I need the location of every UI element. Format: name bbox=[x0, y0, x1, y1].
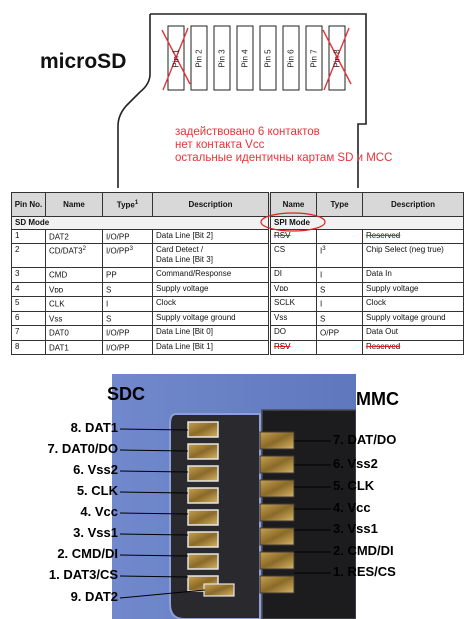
header-pin-no: Pin No. bbox=[12, 193, 46, 217]
sdc-pin-label: 2. CMD/DI bbox=[57, 546, 118, 561]
pin-label: Pin 4 bbox=[240, 48, 250, 68]
cell-pin: 3 bbox=[12, 268, 46, 283]
header-spi-type: Type bbox=[317, 193, 363, 217]
note-line: нет контакта Vcc bbox=[175, 139, 265, 151]
mode-row bbox=[12, 217, 464, 230]
cell-name: $CD/DAT3^2$ bbox=[46, 244, 103, 268]
cell-pin: 8 bbox=[12, 340, 46, 355]
sdc-pin-label: 7. DAT0/DO bbox=[47, 441, 118, 456]
sdc-pin-label: 4. Vcc bbox=[80, 504, 118, 519]
cell-spi-type: O/PP bbox=[317, 326, 363, 341]
mmc-title: MMC bbox=[356, 389, 399, 409]
sd-mmc-cards-image bbox=[112, 374, 356, 619]
cell-type: S bbox=[103, 311, 153, 326]
header-type: Type$^1$ bbox=[103, 193, 153, 217]
pin-label: Pin 5 bbox=[263, 48, 273, 68]
cell-type: I/O/PP bbox=[103, 229, 153, 244]
mmc-pin-label: 5. CLK bbox=[333, 478, 375, 493]
mmc-pin-label: 2. CMD/DI bbox=[333, 543, 394, 558]
sd-mmc-photo bbox=[112, 374, 356, 619]
header-description: Description bbox=[153, 193, 270, 217]
cell-description: Clock bbox=[153, 297, 270, 312]
cell-name: DAT2 bbox=[46, 229, 103, 244]
cell-description: Data Line [Bit 2] bbox=[153, 229, 270, 244]
sdc-pin-label: 5. CLK bbox=[76, 483, 118, 498]
sdc-pin-label: 9. DAT2 bbox=[70, 589, 118, 604]
table-header-row bbox=[12, 193, 464, 217]
cell-name: DAT0 bbox=[46, 326, 103, 341]
cell-spi-description: Supply voltage ground bbox=[363, 311, 464, 326]
cell-name: CMD bbox=[46, 268, 103, 283]
cell-name: CLK bbox=[46, 297, 103, 312]
cell-spi-name: CS bbox=[270, 244, 317, 268]
cell-spi-description: Clock bbox=[363, 297, 464, 312]
cell-type: S bbox=[103, 282, 153, 297]
table-row bbox=[12, 268, 464, 283]
cell-description: Supply voltage bbox=[153, 282, 270, 297]
microsd-pinout bbox=[0, 0, 474, 188]
mmc-pin-label: 1. RES/CS bbox=[333, 564, 396, 579]
cell-spi-description: Reserved bbox=[363, 340, 464, 355]
cell-pin: 6 bbox=[12, 311, 46, 326]
mmc-contact bbox=[260, 528, 294, 545]
cell-spi-name: SCLK bbox=[270, 297, 317, 312]
cell-spi-name: DO bbox=[270, 326, 317, 341]
sd-contact bbox=[188, 510, 218, 525]
table-row bbox=[12, 244, 464, 268]
sdc-pin-label: 3. Vss1 bbox=[73, 525, 118, 540]
mmc-contact bbox=[260, 480, 294, 497]
sd-contact bbox=[188, 554, 218, 569]
cell-spi-type: S bbox=[317, 311, 363, 326]
cell-type: $I/O/PP^3$ bbox=[103, 244, 153, 268]
pin-label: Pin 7 bbox=[309, 48, 319, 68]
sd-contact bbox=[188, 422, 218, 437]
sdc-pin-label: 1. DAT3/CS bbox=[48, 567, 118, 582]
table-row bbox=[12, 340, 464, 355]
cell-spi-type: $I^3$ bbox=[317, 244, 363, 268]
cell-description: Card Detect / Data Line [Bit 3] bbox=[153, 244, 270, 268]
cell-spi-description: Data In bbox=[363, 268, 464, 283]
cell-spi-name: Vᴅᴅ bbox=[270, 282, 317, 297]
cell-description: Command/Response bbox=[153, 268, 270, 283]
header-name: Name bbox=[46, 193, 103, 217]
pin-label: Pin 1 bbox=[171, 48, 181, 68]
cell-pin: 7 bbox=[12, 326, 46, 341]
mmc-pin-label: 3. Vss1 bbox=[333, 521, 378, 536]
table-row bbox=[12, 229, 464, 244]
spi-mode-label: SPI Mode bbox=[270, 217, 464, 230]
cell-description: Data Line [Bit 1] bbox=[153, 340, 270, 355]
cell-type: I/O/PP bbox=[103, 340, 153, 355]
table-row bbox=[12, 282, 464, 297]
pin-label: Pin 8 bbox=[332, 48, 342, 68]
cell-type: I/O/PP bbox=[103, 326, 153, 341]
header-spi-description: Description bbox=[363, 193, 464, 217]
sd-contact bbox=[188, 444, 218, 459]
microsd-title: microSD bbox=[40, 50, 127, 73]
cell-spi-type: S bbox=[317, 282, 363, 297]
cell-spi-description: Data Out bbox=[363, 326, 464, 341]
sd-contact bbox=[188, 488, 218, 503]
pin-label: Pin 2 bbox=[194, 48, 204, 68]
mmc-contact bbox=[260, 432, 294, 449]
mmc-contact bbox=[260, 456, 294, 473]
header-spi-name: Name bbox=[270, 193, 317, 217]
cell-name: Vᴅᴅ bbox=[46, 282, 103, 297]
cell-spi-description: Chip Select (neg true) bbox=[363, 244, 464, 268]
note-line: остальные идентичны картам SD и MCC bbox=[175, 152, 393, 164]
cell-name: Vss bbox=[46, 311, 103, 326]
table-row bbox=[12, 311, 464, 326]
cell-name: DAT1 bbox=[46, 340, 103, 355]
cell-pin: 5 bbox=[12, 297, 46, 312]
sdc-pin-label: 6. Vss2 bbox=[73, 462, 118, 477]
sd-contact bbox=[188, 466, 218, 481]
mmc-pin-label: 6. Vss2 bbox=[333, 456, 378, 471]
mmc-pin-label: 7. DAT/DO bbox=[333, 432, 397, 447]
cell-type: I bbox=[103, 297, 153, 312]
cell-spi-name: RSV bbox=[270, 340, 317, 355]
cell-spi-name: RSV bbox=[270, 229, 317, 244]
table-row bbox=[12, 297, 464, 312]
cell-pin: 1 bbox=[12, 229, 46, 244]
cell-spi-name: DI bbox=[270, 268, 317, 283]
mmc-contact bbox=[260, 504, 294, 521]
sdc-title: SDC bbox=[107, 384, 146, 404]
mmc-contact bbox=[260, 576, 294, 593]
cell-description: Supply voltage ground bbox=[153, 311, 270, 326]
sd-mode-label: SD Mode bbox=[12, 217, 270, 230]
microsd-note bbox=[175, 126, 465, 165]
cell-pin: 4 bbox=[12, 282, 46, 297]
cell-spi-description: Reserved bbox=[363, 229, 464, 244]
sd-contact-dat2 bbox=[204, 584, 234, 596]
cell-type: PP bbox=[103, 268, 153, 283]
note-line: задействовано 6 контактов bbox=[175, 126, 320, 138]
cell-description: Data Line [Bit 0] bbox=[153, 326, 270, 341]
cell-spi-description: Supply voltage bbox=[363, 282, 464, 297]
pin-label: Pin 3 bbox=[217, 48, 227, 68]
mmc-pin-label: 4. Vcc bbox=[333, 500, 371, 515]
spi-mode-circle bbox=[259, 212, 327, 232]
cell-spi-type bbox=[317, 340, 363, 355]
cell-spi-name: Vss bbox=[270, 311, 317, 326]
cell-spi-type: I bbox=[317, 297, 363, 312]
cell-pin: 2 bbox=[12, 244, 46, 268]
sdc-pin-label: 8. DAT1 bbox=[70, 420, 118, 435]
table-row bbox=[12, 326, 464, 341]
mmc-contact bbox=[260, 552, 294, 569]
pin-label: Pin 6 bbox=[286, 48, 296, 68]
pin-assignment-table bbox=[11, 192, 464, 355]
cell-spi-type: I bbox=[317, 268, 363, 283]
sd-contact bbox=[188, 532, 218, 547]
